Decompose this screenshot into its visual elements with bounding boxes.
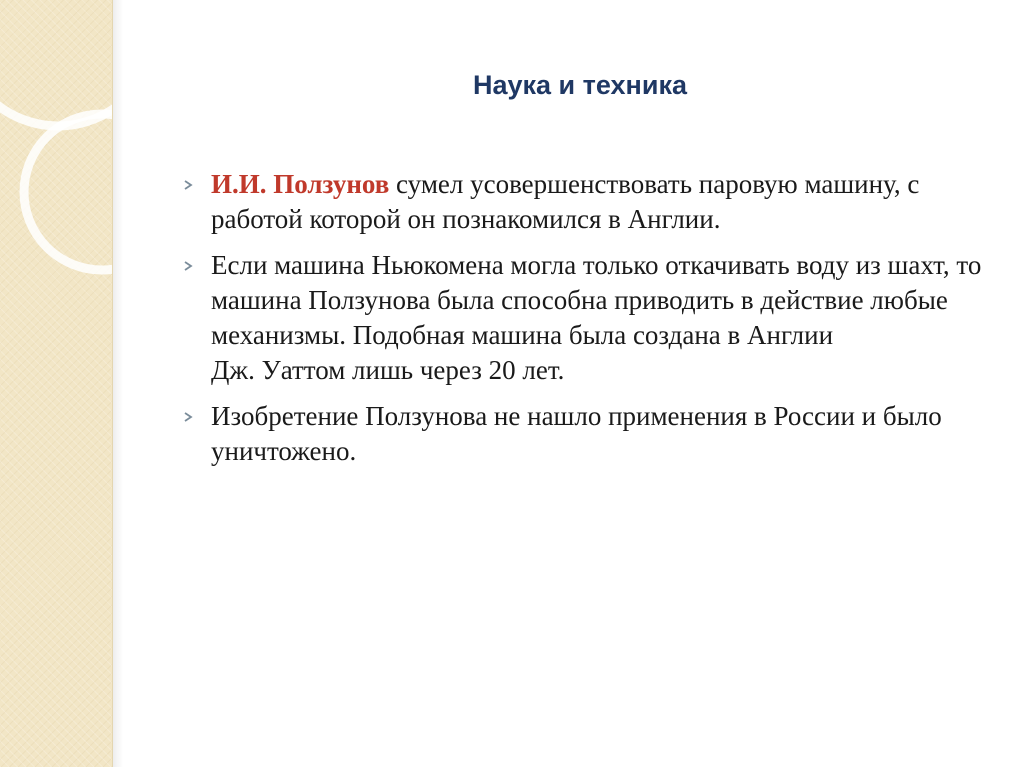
ring-large: [0, 0, 112, 126]
decorative-side-band: [0, 0, 113, 767]
chevron-right-icon: [183, 412, 193, 422]
bullet-item: [180, 399, 992, 469]
bullet-text: сумел усовершенствовать паровую машину, с работой которой он познакомился в Англии.: [211, 169, 920, 234]
bullet-text-continued: Дж. Уаттом лишь через 20 лет.: [211, 355, 565, 385]
ring-small: [24, 114, 112, 270]
bullet-text: Если машина Ньюкомена могла только откачивать воду из шахт, то машина Ползунова была способна приводить в действие любые механизмы. Подобная машина была создана в Англии: [211, 250, 982, 350]
chevron-right-icon: [183, 180, 193, 190]
bullet-item: [180, 248, 992, 388]
decorative-rings: [0, 0, 112, 767]
highlighted-name: И.И. Ползунов: [211, 169, 390, 199]
bullet-text: Изобретение Ползунова не нашло применения в России и было уничтожено.: [211, 401, 942, 466]
chevron-right-icon: [183, 261, 193, 271]
bullet-item: [180, 167, 992, 237]
bullet-list: [180, 167, 992, 480]
slide-title: Наука и техника: [473, 70, 687, 100]
band-edge-shadow: [113, 0, 123, 767]
